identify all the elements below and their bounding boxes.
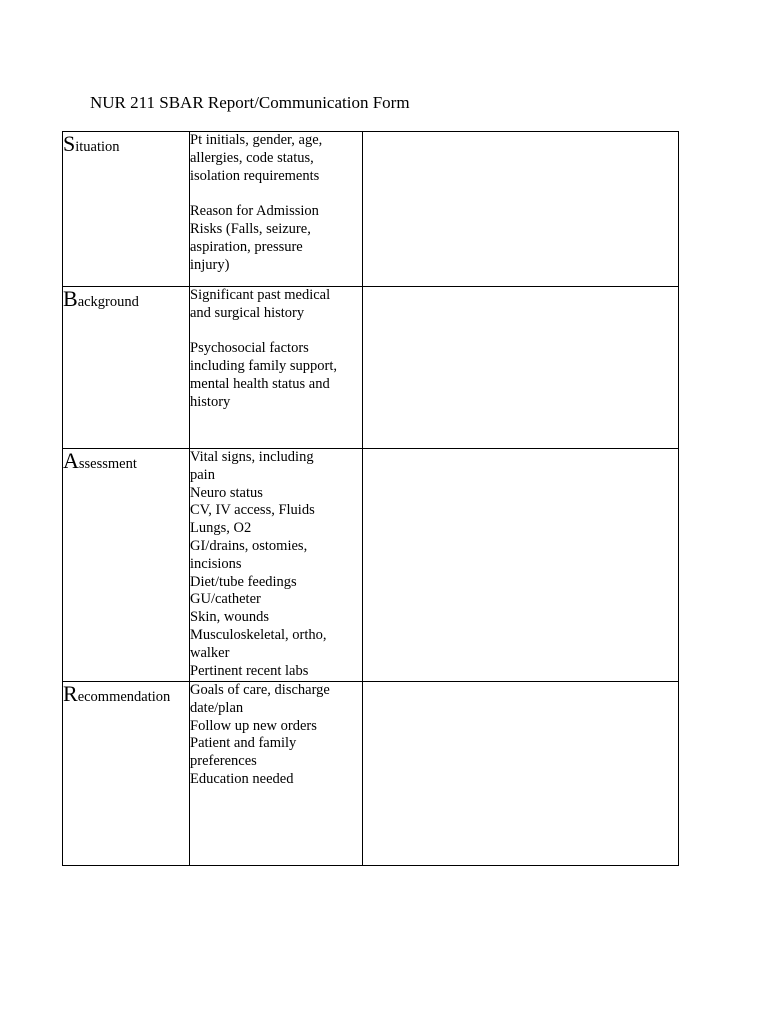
- notes-cell-assessment[interactable]: [363, 449, 679, 682]
- prompt-line: GU/catheter: [190, 591, 261, 608]
- prompt-line: Reason for Admission: [190, 203, 319, 220]
- prompt-line: history: [190, 393, 231, 410]
- sbar-row-background: [63, 287, 679, 449]
- prompt-line: Skin, wounds: [190, 609, 269, 626]
- prompt-gap: [190, 185, 362, 203]
- notes-cell-background[interactable]: [363, 287, 679, 449]
- prompt-line: Risks (Falls, seizure,: [190, 220, 311, 237]
- section-initial: R: [63, 681, 78, 706]
- prompt-line: pain: [190, 466, 215, 483]
- prompt-line: CV, IV access, Fluids: [190, 502, 315, 519]
- prompt-line: GI/drains, ostomies,: [190, 537, 308, 554]
- section-label-recommendation: [63, 682, 190, 866]
- section-label-situation: [63, 132, 190, 287]
- section-prompts-background: [190, 287, 363, 449]
- sbar-row-situation: [63, 132, 679, 287]
- section-label-assessment: [63, 449, 190, 682]
- prompt-line: Neuro status: [190, 484, 263, 501]
- prompt-line: allergies, code status,: [190, 149, 314, 166]
- section-label-rest: ituation: [75, 139, 120, 155]
- prompt-line: aspiration, pressure: [190, 238, 303, 255]
- prompt-line: and surgical history: [190, 304, 305, 321]
- prompt-gap: [190, 323, 362, 341]
- section-prompts-situation: [190, 132, 363, 287]
- prompt-line: Goals of care, discharge: [190, 682, 330, 698]
- prompt-line: preferences: [190, 753, 257, 770]
- notes-cell-recommendation[interactable]: [363, 682, 679, 866]
- page-title: NUR 211 SBAR Report/Communication Form: [90, 93, 410, 112]
- section-initial: B: [63, 286, 78, 311]
- prompt-line: Pt initials, gender, age,: [190, 132, 323, 148]
- prompt-line: Musculoskeletal, ortho,: [190, 626, 327, 643]
- prompt-line: mental health status and: [190, 375, 330, 392]
- notes-cell-situation[interactable]: [363, 132, 679, 287]
- section-label-rest: ecommendation: [77, 689, 171, 705]
- prompt-line: injury): [190, 256, 230, 273]
- section-label-rest: ackground: [77, 294, 139, 310]
- prompt-line: Vital signs, including: [190, 449, 314, 465]
- section-prompts-recommendation: [190, 682, 363, 866]
- section-label-rest: ssessment: [78, 456, 137, 472]
- section-prompts-assessment: [190, 449, 363, 682]
- section-label-background: [63, 287, 190, 449]
- prompt-line: including family support,: [190, 358, 337, 375]
- prompt-line: Education needed: [190, 770, 294, 787]
- prompt-line: incisions: [190, 555, 242, 572]
- prompt-line: isolation requirements: [190, 167, 320, 184]
- prompt-line: Follow up new orders: [190, 717, 317, 734]
- prompt-line: Pertinent recent labs: [190, 662, 309, 679]
- prompt-line: date/plan: [190, 699, 244, 716]
- prompt-line: walker: [190, 644, 230, 661]
- section-initial: A: [63, 448, 79, 473]
- prompt-line: Diet/tube feedings: [190, 573, 297, 590]
- prompt-line: Lungs, O2: [190, 520, 252, 537]
- sbar-table: [62, 131, 679, 866]
- section-initial: S: [63, 131, 76, 156]
- sbar-row-recommendation: [63, 682, 679, 866]
- prompt-line: Psychosocial factors: [190, 340, 309, 357]
- sbar-row-assessment: [63, 449, 679, 682]
- prompt-line: Significant past medical: [190, 287, 331, 303]
- prompt-line: Patient and family: [190, 735, 297, 752]
